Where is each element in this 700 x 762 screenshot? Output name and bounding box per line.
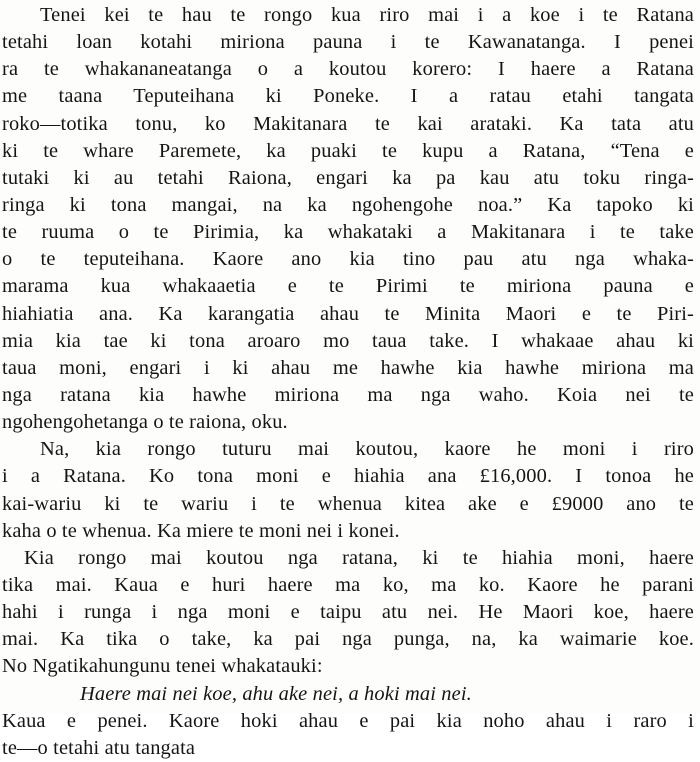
text-line: nga ratana kia hawhe miriona ma nga waho. Koia nei te [2, 383, 694, 406]
text-line: Kaua e penei. Kaore hoki ahau e pai kia noho ahau i raro i [2, 709, 694, 732]
text-line: hiahiatia ana. Ka karangatia ahau te Minita Maori e te Piri- [2, 302, 694, 325]
text-line: Tenei kei te hau te rongo kua riro mai i a koe i te Ratana [40, 4, 694, 26]
text-line: marama kua whakaaetia e te Pirimi te miriona pauna e [2, 275, 694, 298]
text-line: o te teputeihana. Kaore ano kia tino pau atu nga whaka- [2, 248, 694, 271]
document-body [2, 2, 694, 762]
text-line: ngohengohetanga o te raiona, oku. [2, 411, 288, 434]
text-line: No Ngatikahungunu tenei whakatauki: [2, 655, 323, 678]
text-line: ra te whakananeatanga o a koutou korero: I haere a Ratana [2, 58, 694, 81]
text-line: mai. Ka tika o take, ka pai nga punga, na, ka waimarie koe. [2, 628, 694, 651]
text-line: hahi i runga i nga moni e taipu atu nei. He Maori koe, haere [2, 601, 694, 624]
text-line: taua moni, engari i ki ahau me hawhe kia hawhe miriona ma [2, 356, 694, 379]
text-line: ringa ki tona mangai, na ka ngohengohe noa.” Ka tapoko ki [2, 193, 694, 216]
text-line: te ruuma o te Pirimia, ka whakataki a Makitanara i te take [2, 221, 694, 244]
text-line: me taana Teputeihana ki Poneke. I a ratau etahi tangata [2, 85, 694, 108]
text-line: kaha o te whenua. Ka miere te moni nei i konei. [2, 519, 400, 542]
text-line: mia kia tae ki tona aroaro mo taua take. I whakaae ahau ki [2, 329, 694, 352]
text-line: tetahi loan kotahi miriona pauna i te Kawanatanga. I penei [2, 31, 694, 54]
quote-line: Haere mai nei koe, ahu ake nei, a hoki mai nei. [80, 682, 472, 705]
text-line: roko—totika tonu, ko Makitanara te kai arataki. Ka tata atu [2, 112, 694, 135]
text-line: i a Ratana. Ko tona moni e hiahia ana £16,000. I tonoa he [2, 465, 694, 488]
text-line: ki te whare Paremete, ka puaki te kupu a Ratana, “Tena e [2, 139, 694, 162]
text-line: kai-wariu ki te wariu i te whenua kitea ake e £9000 ano te [2, 492, 694, 515]
text-line: Na, kia rongo tuturu mai koutou, kaore he moni i riro [40, 438, 694, 461]
text-line: tutaki ki au tetahi Raiona, engari ka pa kau atu toku ringa- [2, 166, 694, 189]
text-line: te—o tetahi atu tangata [2, 736, 196, 759]
text-line: Kia rongo mai koutou nga ratana, ki te hiahia moni, haere [24, 546, 694, 569]
text-line: tika mai. Kaua e huri haere ma ko, ma ko. Kaore he parani [2, 573, 694, 596]
